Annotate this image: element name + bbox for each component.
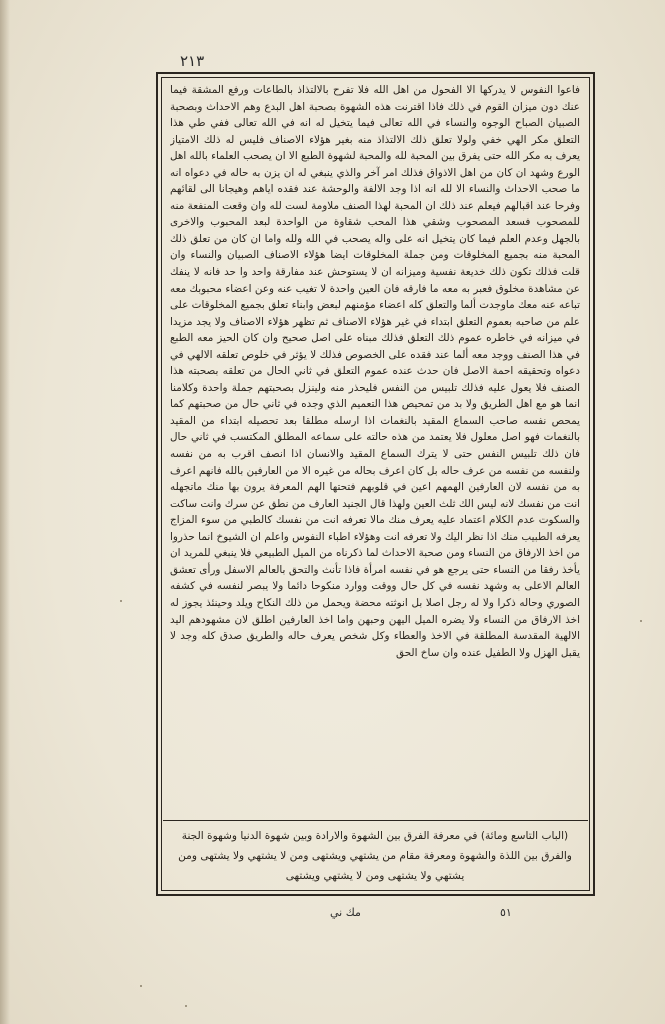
paper-speck	[140, 985, 142, 987]
body-text: فاعوا النفوس لا يدركها الا الفحول من اهل الله فلا تفرح بالالتذاذ بالطاعات ورفع المشقة فيما عنك دون ميزان القوم في ذلك فاذا اقترنت هذه الشهوة بصحبة اهل البدع وهم الاحداث وبصحبة الصبيان الصباح الوجوه والنساء في الله تعالى فيما يتخيل له انه في الله تعالى ففي طي هذا التعلق مكر الهي خفي ولولا تعلق ذلك الالتذاذ منه بغير هؤلاء الاصناف فليس له ذلك الامتياز يعرف به مكر الله حتى يفرق بين المحبة لله والمحبة لشهوة الطبع الا ان يصحب العلماء بالله اهل الورع وشهد ان كان من اهل الاذواق فذلك امر آخر والذي ينبغي له ان يزن به حاله في دعواه انه ما صحب الاحداث والنساء الا لله انه اذا وجد الالفة والوحشة عند فقده اياهم وهيجانا الى لقائهم وفرحا عند اقبالهم فيعلم عند ذلك ان المحبة لهذا الصنف ملاومة لست لله وان وقعت المنفعة منه للمصحوب فسعد المصحوب وشقي هذا المحب شقاوة من الواحدة لبعد المحبوب والاخرى بالجهل وعدم العلم فيما كان يتخيل انه على واله يصحب في الله ولله واما ان كان من تعلق ذلك المحبة منه بجميع المخلوقات ومن جملة المخلوقات ايضا هؤلاء الاصناف الصبيان والنساء وان قلت فذلك تكون ذلك خديعة نفسية وميزانه ان لا يستوحش عند مفارقة واحد وا حد فانه لا ينفك عن مشاهدة مخلوق فعبر به معه ما فارقه فان العين واحدة لا تغيب عنه وعن اعضاء محبوبك معه تباعه عنه معك ماوجدت ألما والتعلق كله اعضاء مؤمنهم لبعض وابناء تعلق بجميع المخلوقات على علم من صاحبه بعموم التعلق ابتداء في غير هؤلاء الاصناف ثم تظهر هؤلاء الاصناف ولا يجد مزيدا في ميزانه في خاطره عموم ذلك التعلق فذلك مبناه على اصل صحيح وان كان الحيز معه الطبع في هذا الصنف ووجد معه ألما عند فقده على الخصوص فذلك لا يؤثر في خلوص تعلقه الالهي في دعواه وتحقيقه احمة الاصل فان حدث عنده عموم التعلق في ثاني الحال من تعلقه بصحبته هذا الصنف فلا يعول عليه فذلك تلبيس من النفس فليحذر منه ولينزل بصحبتهم جملة واحدة وكلامنا انما هو مع اهل الطريق ولا بد من تمحيص هذا التعميم الذي وجده في ثاني حال من صحبتهم كما يمحص نفسه صاحب السماع المقيد بالنغمات اذا ارسله مطلقا بعد تحصيله ابتداء من المقيد بالنغمات فهو اصل معلول فلا يعتمد من هذه حالته على سماعه المطلق المكتسب في ثاني حال فان ذلك تلبيس النفس حتى لا يترك السماع المقيد والانسان اذا انصف اقرب به من نفسه ولنفسه من نفسه من عرف حاله بل كان اعرف بحاله من غيره الا من العارفين بالله فانهم اعرف به من نفسه لان العارفين الهمهم اعين في قلوبهم فتحتها الهم المعرفة يرون بها منك ماتجهله انت من نفسك لانه ليس الك ثلث العين ولهذا قال الجنيد العارف من نطق عن سرك وانت ساكت والسكوت عدم الكلام اعتماد عليه يعرف منك مالا تعرفه انت من نفسك كالطبي من سوء المزاج يعرفه الطبيب منك اذا نظر اليك ولا تعرفه انت وهؤلاء اطباء النفوس واعلم ان الشيوخ انما حذروا من اخذ الارفاق من النساء ومن صحبة الاحداث لما ذكرناه من الميل الطبيعي فلا ينبغي للمريد ان يأخذ رفقا من النساء حتى يرجع هو في نفسه امرأة فاذا تأنث والتحق بالعالم الاسفل ورأى تعشق العالم الاعلى به وشهد نفسه في كل حال ووقت ووارد منكوحا دائما ولا يبصر لنفسه في كشفه الصوري وحاله ذكرا ولا له رجل اصلا بل انوثته محضة ويحمل من ذلك النكاح ويلد وحينئذ يجوز له اخذ الارفاق من النساء ولا يضره الميل اليهن وحبهن واما اخذ العارفين اطلق لان مشهودهم اليد الالهية المقدسة المطلقة في الاخذ والعطاء وكل شخص يعرف حاله والطريق صدق كله وجد لا يقبل الهزل ولا الطفيل عنده وان ساخ الحق	[170, 84, 580, 659]
page-number: ٢١٣	[180, 52, 205, 70]
chapter-heading: (الباب التاسع ومائة) في معرفة الفرق بين الشهوة والارادة وبين شهوة الدنيا وشهوة الجنة والفرق بين اللذة والشهوة ومعرفة مقام من يشتهي ويشتهى ومن لا يشتهي ولا يشتهى ومن يشتهي ولا يشتهى ومن لا يشتهي ويشتهى	[178, 830, 572, 882]
catchword: مك ني	[330, 906, 361, 919]
section-divider	[163, 820, 588, 821]
signature-mark: ٥١	[500, 906, 512, 919]
paper-speck	[185, 1005, 187, 1007]
paper-speck	[640, 620, 642, 622]
paper-speck	[120, 600, 122, 602]
binding-shadow	[0, 0, 10, 1024]
